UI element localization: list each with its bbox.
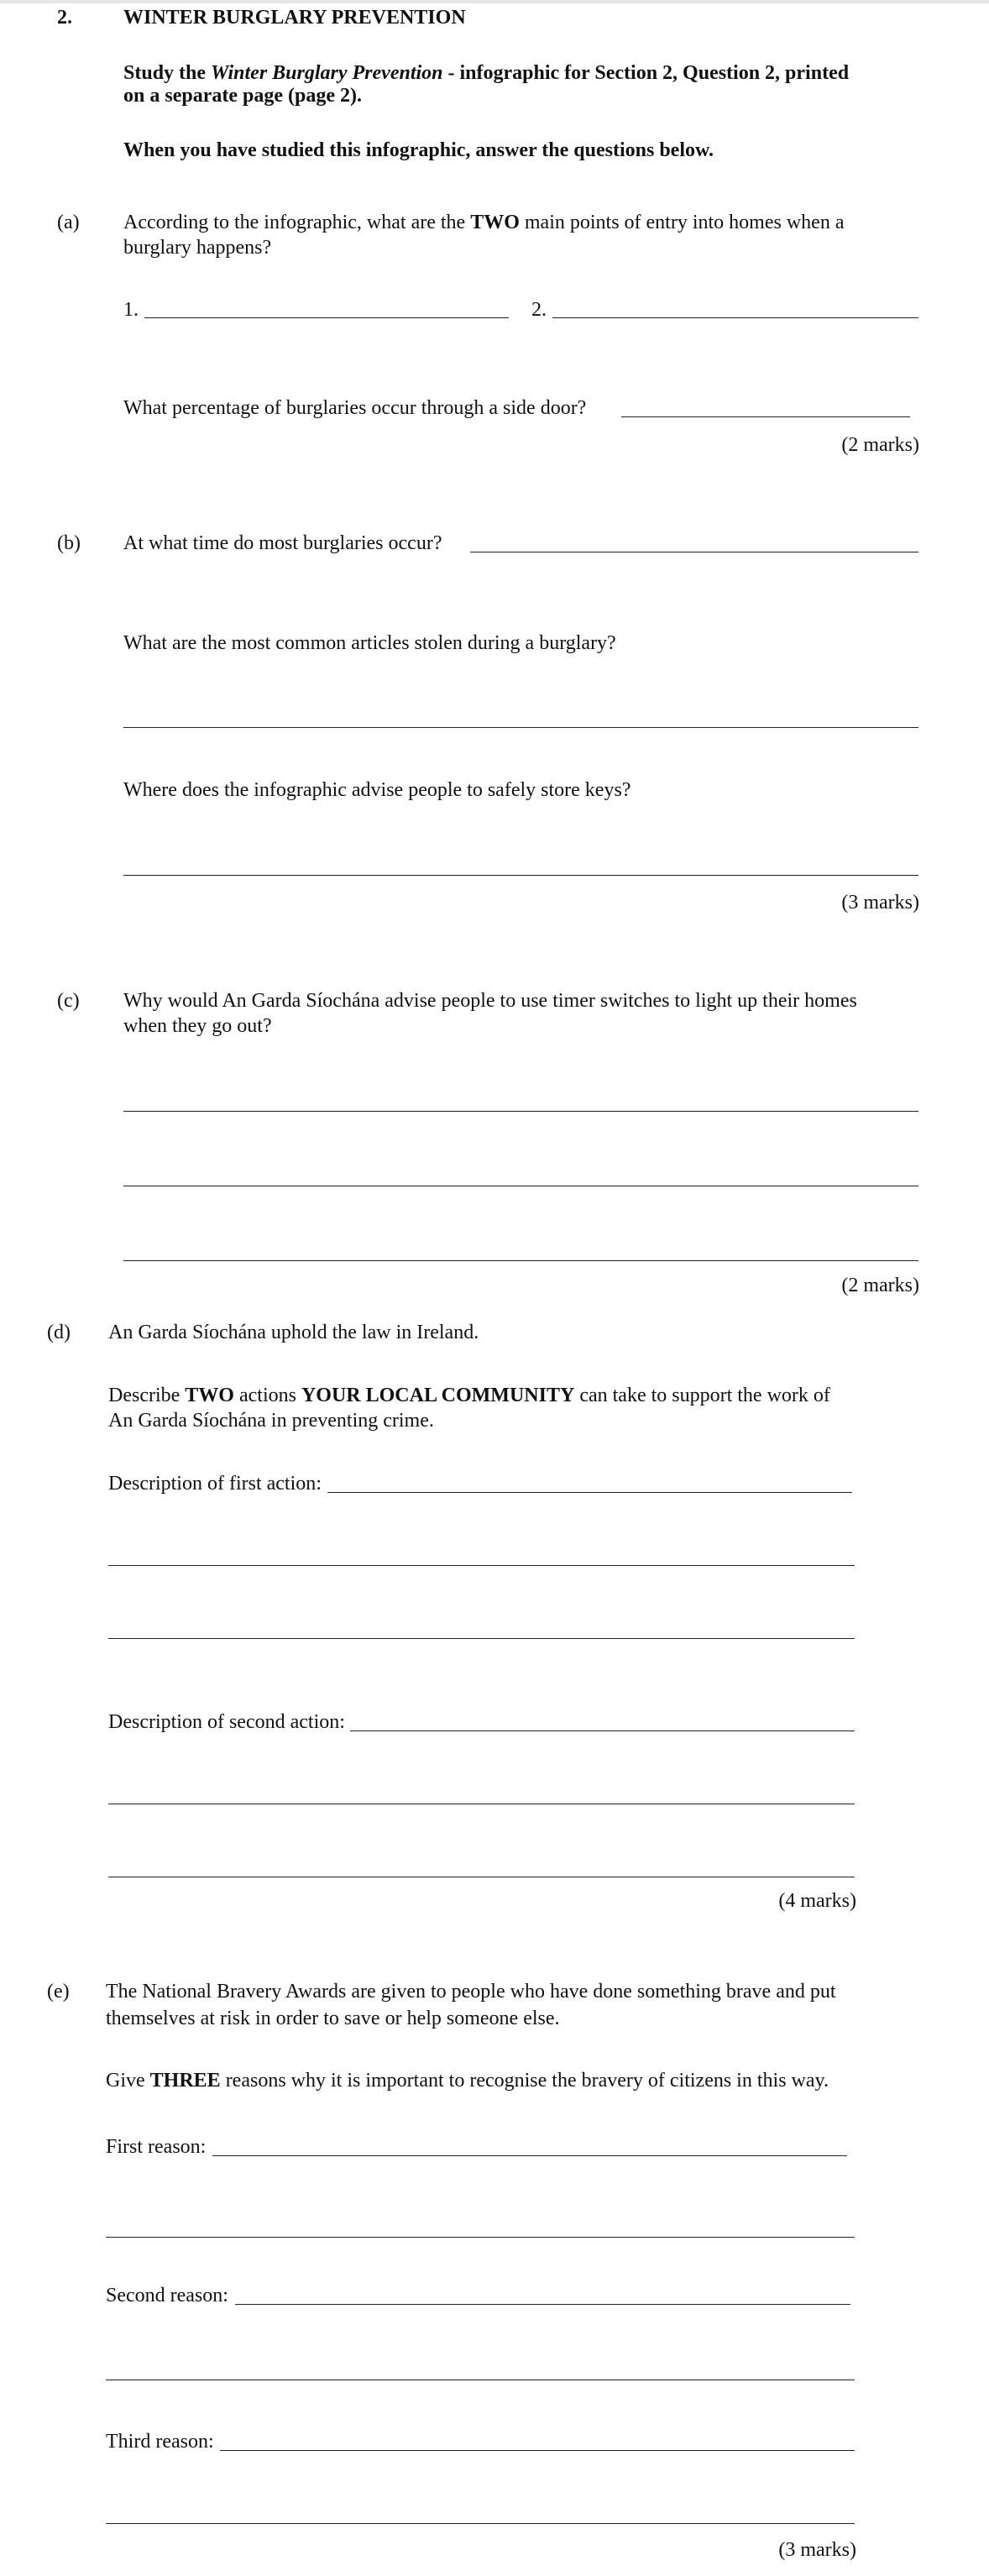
- part-a-answer-1[interactable]: [144, 317, 509, 318]
- part-d-describe-line-2: An Garda Síochána in preventing crime.: [108, 1410, 434, 1432]
- part-d-first-action-answer[interactable]: [327, 1492, 852, 1493]
- part-c-answer-line-1[interactable]: [123, 1111, 918, 1112]
- part-e-first-reason-label: First reason:: [106, 2136, 207, 2158]
- part-d-first-action-line-2[interactable]: [108, 1565, 855, 1566]
- part-c-marks: (2 marks): [841, 1275, 919, 1296]
- part-d-marks: (4 marks): [778, 1890, 856, 1912]
- intro-line-1: Study the Winter Burglary Prevention - infographic for Section 2, Question 2, printed: [123, 62, 850, 84]
- part-b-question-1: At what time do most burglaries occur?: [123, 532, 442, 554]
- part-d-second-action-label: Description of second action:: [108, 1711, 345, 1733]
- part-a-blank-2-label: 2.: [531, 299, 547, 321]
- intro-line-2: on a separate page (page 2).: [123, 85, 362, 107]
- part-c-label: (c): [57, 990, 80, 1012]
- part-d-first-action-label: Description of first action:: [108, 1473, 322, 1495]
- part-a-answer-3[interactable]: [621, 416, 910, 417]
- part-e-label: (e): [47, 1981, 70, 2003]
- part-a-question-line-1: According to the infographic, what are the TWO main points of entry into homes when a: [123, 212, 845, 233]
- part-d-second-action-answer[interactable]: [350, 1730, 855, 1731]
- page-top-border: [0, 0, 989, 3]
- part-b-question-2: What are the most common articles stolen during a burglary?: [123, 632, 616, 654]
- part-e-give-reasons: Give THREE reasons why it is important to recognise the bravery of citizens in this way.: [106, 2070, 829, 2092]
- part-e-first-reason-line-2[interactable]: [106, 2237, 855, 2238]
- part-b-label: (b): [57, 532, 81, 554]
- part-e-second-reason-label: Second reason:: [106, 2285, 228, 2306]
- part-e-intro-line-1: The National Bravery Awards are given to people who have done something brave and put: [106, 1981, 836, 2003]
- part-e-first-reason-answer[interactable]: [212, 2155, 847, 2156]
- question-number: 2.: [57, 7, 72, 29]
- part-e-third-reason-label: Third reason:: [106, 2431, 214, 2453]
- part-b-answer-3[interactable]: [123, 875, 918, 876]
- part-a-blank-1-label: 1.: [123, 299, 139, 321]
- instruction: When you have studied this infographic, answer the questions below.: [123, 139, 714, 161]
- part-d-label: (d): [47, 1322, 71, 1343]
- part-c-question-line-2: when they go out?: [123, 1015, 272, 1037]
- question-title: WINTER BURGLARY PREVENTION: [123, 7, 466, 29]
- part-e-third-reason-line-2[interactable]: [106, 2523, 855, 2524]
- part-e-second-reason-answer[interactable]: [235, 2304, 850, 2305]
- part-d-statement: An Garda Síochána uphold the law in Ireland.: [108, 1322, 479, 1343]
- part-e-third-reason-answer[interactable]: [220, 2450, 855, 2451]
- part-b-question-3: Where does the infographic advise people to safely store keys?: [123, 779, 631, 801]
- part-d-describe-line-1: Describe TWO actions YOUR LOCAL COMMUNITY can take to support the work of: [108, 1385, 830, 1406]
- part-a-marks: (2 marks): [841, 434, 919, 456]
- part-a-question-line-2: burglary happens?: [123, 237, 272, 259]
- part-c-question-line-1: Why would An Garda Síochána advise people to use timer switches to light up their homes: [123, 990, 857, 1012]
- part-b-marks: (3 marks): [841, 892, 919, 914]
- part-e-marks: (3 marks): [778, 2539, 856, 2561]
- part-a-side-door-question: What percentage of burglaries occur through a side door?: [123, 397, 587, 419]
- part-a-answer-2[interactable]: [552, 317, 918, 318]
- part-d-first-action-line-3[interactable]: [108, 1638, 855, 1639]
- part-b-answer-2[interactable]: [123, 727, 918, 728]
- part-a-label: (a): [57, 212, 80, 233]
- part-e-intro-line-2: themselves at risk in order to save or help someone else.: [106, 2008, 560, 2029]
- part-c-answer-line-3[interactable]: [123, 1260, 918, 1261]
